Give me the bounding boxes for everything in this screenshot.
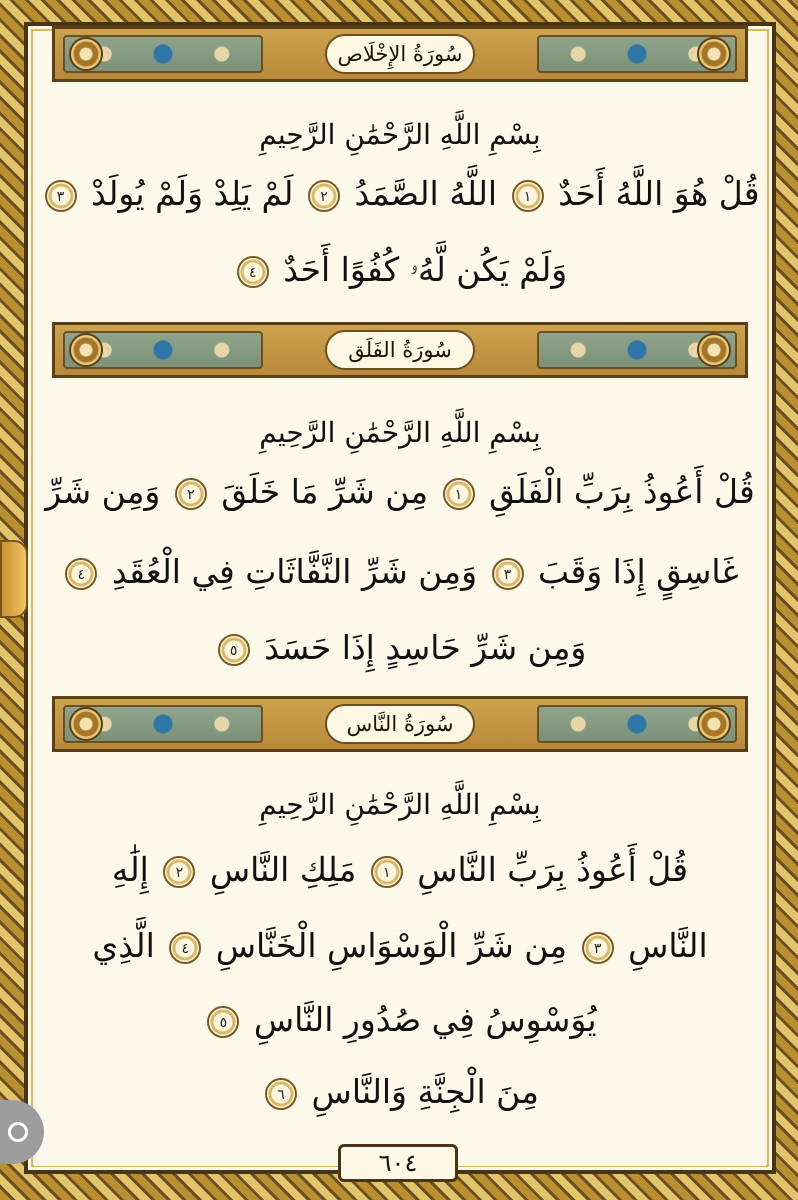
ayah-number-marker: ٢ — [308, 180, 340, 212]
surah-title-cartouche — [325, 34, 475, 74]
ayah-text: إِلَٰهِ — [111, 850, 149, 889]
medallion-icon — [69, 37, 103, 71]
surah-banner-falaq — [52, 322, 748, 378]
medallion-icon — [697, 707, 731, 741]
ayah-text: يُوَسْوِسُ فِي صُدُورِ النَّاسِ — [253, 1000, 597, 1039]
surah-banner-nas — [52, 696, 748, 752]
ayah-text: النَّاسِ — [628, 926, 708, 965]
ayah-text: وَمِن شَرِّ النَّفَّاثَاتِ فِي الْعُقَدِ — [111, 552, 478, 591]
ayah-number-marker: ٣ — [492, 558, 524, 590]
ayah-number-marker: ٤ — [237, 256, 269, 288]
ayah-line — [34, 628, 766, 667]
ayah-number-marker: ١ — [443, 478, 475, 510]
ayah-number-marker: ٤ — [169, 932, 201, 964]
surah-title-cartouche — [325, 704, 475, 744]
ayah-number-marker: ٣ — [45, 180, 77, 212]
ayah-text: مِن شَرِّ مَا خَلَقَ — [221, 472, 429, 511]
medallion-icon — [697, 333, 731, 367]
ayah-number-marker: ٥ — [207, 1006, 239, 1038]
ayah-line — [34, 850, 766, 889]
ayah-text: لَمْ يَلِدْ وَلَمْ يُولَدْ — [91, 174, 294, 213]
page-number-box — [338, 1144, 458, 1182]
ayah-line — [34, 1072, 766, 1111]
ayah-text: قُلْ هُوَ اللَّهُ أَحَدٌ — [558, 174, 760, 213]
ayah-number-marker: ٣ — [582, 932, 614, 964]
surah-title: سُورَةُ النَّاس — [346, 712, 454, 736]
ayah-text: وَمِن شَرِّ حَاسِدٍ إِذَا حَسَدَ — [264, 628, 587, 667]
ayah-text: مِنَ الْجِنَّةِ وَالنَّاسِ — [311, 1072, 539, 1111]
ayah-number-marker: ٢ — [163, 856, 195, 888]
ayah-line — [34, 174, 766, 213]
ayah-number-marker: ٥ — [218, 634, 250, 666]
bookmark-tab[interactable] — [0, 540, 28, 618]
ayah-line — [34, 552, 766, 591]
ayah-number-marker: ٢ — [175, 478, 207, 510]
ayah-text: اللَّهُ الصَّمَدُ — [354, 174, 498, 213]
surah-title-cartouche — [325, 330, 475, 370]
ayah-number-marker: ٤ — [65, 558, 97, 590]
mushaf-page — [34, 32, 766, 1166]
ayah-line — [34, 926, 766, 965]
ayah-text: مَلِكِ النَّاسِ — [209, 850, 357, 889]
ayah-text: مِن شَرِّ الْوَسْوَاسِ الْخَنَّاسِ — [215, 926, 568, 965]
ayah-text: قُلْ أَعُوذُ بِرَبِّ النَّاسِ — [417, 850, 689, 889]
ayah-text: غَاسِقٍ إِذَا وَقَبَ — [538, 552, 739, 591]
ayah-line — [34, 472, 766, 511]
medallion-icon — [697, 37, 731, 71]
surah-title: سُورَةُ الفَلَق — [348, 338, 452, 362]
ayah-text: الَّذِي — [92, 926, 155, 965]
surah-title: سُورَةُ الإِخْلَاص — [337, 42, 463, 66]
ayah-text: وَمِن شَرِّ — [45, 472, 161, 511]
surah-banner-ikhlas — [52, 26, 748, 82]
ayah-line — [34, 1000, 766, 1039]
ayah-number-marker: ١ — [371, 856, 403, 888]
basmala: بِسْمِ اللَّهِ الرَّحْمَٰنِ الرَّحِيمِ — [259, 416, 541, 449]
ayah-text: وَلَمْ يَكُن لَّهُۥ كُفُوًا أَحَدٌ — [283, 250, 568, 289]
page-number: ٦٠٤ — [378, 1149, 418, 1177]
ayah-number-marker: ١ — [512, 180, 544, 212]
medallion-icon — [69, 333, 103, 367]
ayah-text: قُلْ أَعُوذُ بِرَبِّ الْفَلَقِ — [489, 472, 755, 511]
ayah-number-marker: ٦ — [265, 1078, 297, 1110]
basmala: بِسْمِ اللَّهِ الرَّحْمَٰنِ الرَّحِيمِ — [259, 118, 541, 151]
medallion-icon — [69, 707, 103, 741]
ayah-line — [34, 250, 766, 290]
basmala: بِسْمِ اللَّهِ الرَّحْمَٰنِ الرَّحِيمِ — [259, 788, 541, 821]
